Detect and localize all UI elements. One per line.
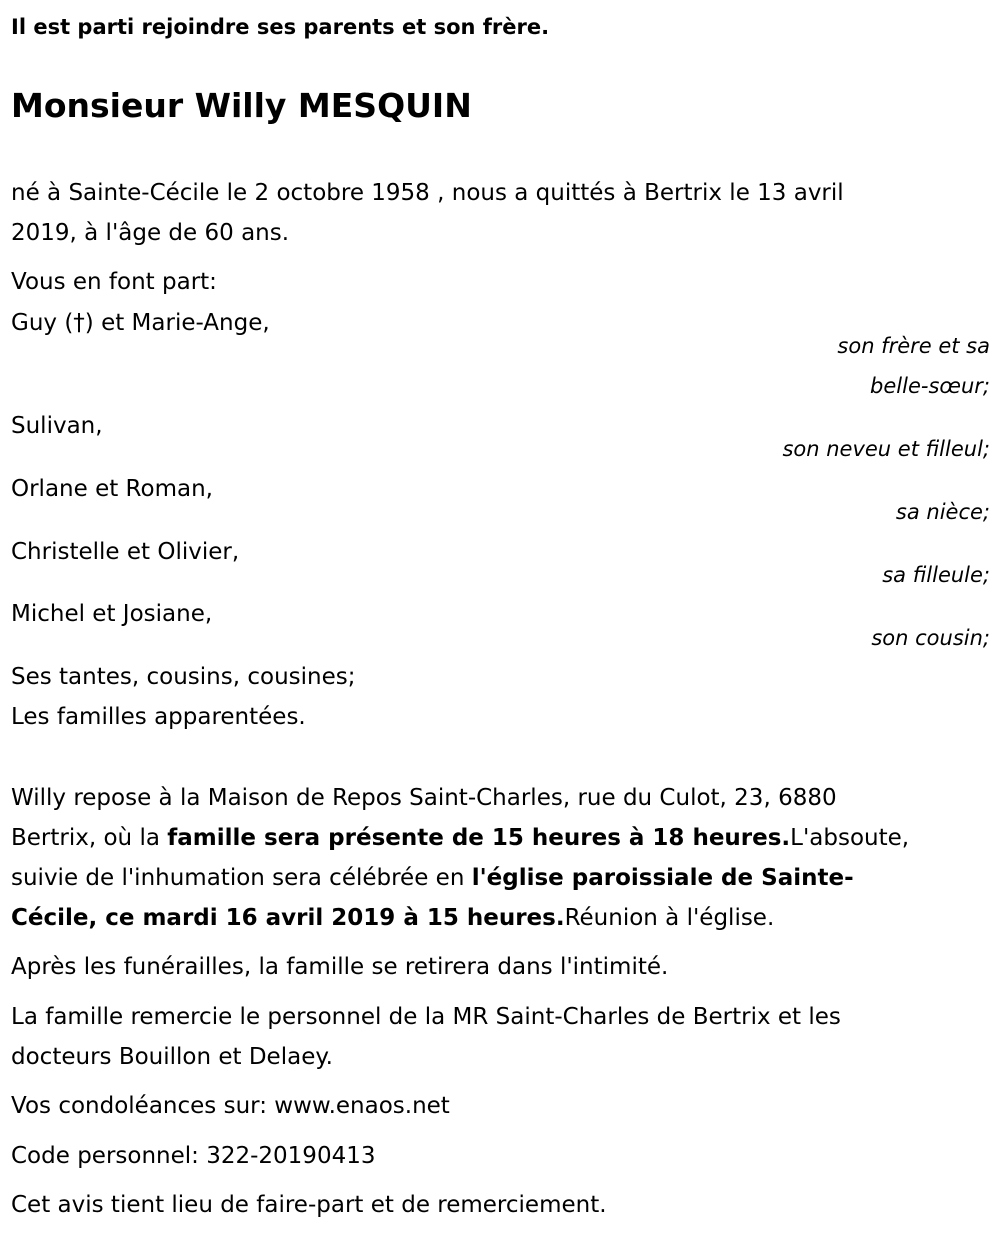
family-relation: son frère et sa	[837, 334, 990, 358]
others-line-2: Les familles apparentées.	[11, 704, 306, 730]
announce-text: Vous en font part:	[11, 269, 217, 295]
family-relation: son cousin;	[871, 626, 990, 650]
family-member-name: Michel et Josiane,	[11, 601, 213, 627]
personal-code: Code personnel: 322-20190413	[11, 1143, 376, 1169]
ceremony-line-1: Willy repose à la Maison de Repos Saint-Charles, rue du Culot, 23, 6880	[11, 785, 837, 811]
ceremony-location: l'église paroissiale de Sainte-	[471, 865, 854, 891]
family-member-name: Orlane et Roman,	[11, 476, 213, 502]
birth-line-2: 2019, à l'âge de 60 ans.	[11, 220, 290, 246]
family-member-name: Christelle et Olivier,	[11, 539, 240, 565]
condolences-text: Vos condoléances sur: www.enaos.net	[11, 1093, 450, 1119]
family-relation: belle-sœur;	[870, 374, 990, 398]
intro-text: Il est parti rejoindre ses parents et son frère.	[11, 15, 550, 39]
birth-line-1: né à Sainte-Cécile le 2 octobre 1958 , nous a quittés à Bertrix le 13 avril	[11, 180, 844, 206]
others-line-1: Ses tantes, cousins, cousines;	[11, 664, 356, 690]
ceremony-datetime: Cécile, ce mardi 16 avril 2019 à 15 heures.	[11, 905, 565, 931]
closing-text: Cet avis tient lieu de faire-part et de remerciement.	[11, 1192, 607, 1218]
family-relation: sa nièce;	[895, 500, 990, 524]
after-text: Après les funérailles, la famille se retirera dans l'intimité.	[11, 954, 669, 980]
deceased-name: Monsieur Willy MESQUIN	[11, 86, 472, 125]
ceremony-text: Réunion à l'église.	[564, 905, 775, 931]
ceremony-text: Bertrix, où la	[11, 825, 168, 851]
family-relation: sa filleule;	[882, 563, 990, 587]
ceremony-line-4	[11, 898, 990, 938]
ceremony-text: L'absoute,	[790, 825, 910, 851]
ceremony-visiting-hours: famille sera présente de 15 heures à 18 heures.	[167, 825, 791, 851]
ceremony-line-3	[11, 858, 990, 898]
family-member-name: Guy (†) et Marie-Ange,	[11, 310, 270, 336]
thanks-line-2: docteurs Bouillon et Delaey.	[11, 1044, 333, 1070]
ceremony-line-2	[11, 818, 990, 858]
thanks-line-1: La famille remercie le personnel de la MR Saint-Charles de Bertrix et les	[11, 1004, 841, 1030]
family-relation: son neveu et filleul;	[782, 437, 990, 461]
family-member-name: Sulivan,	[11, 413, 103, 439]
ceremony-text: suivie de l'inhumation sera célébrée en	[11, 865, 472, 891]
